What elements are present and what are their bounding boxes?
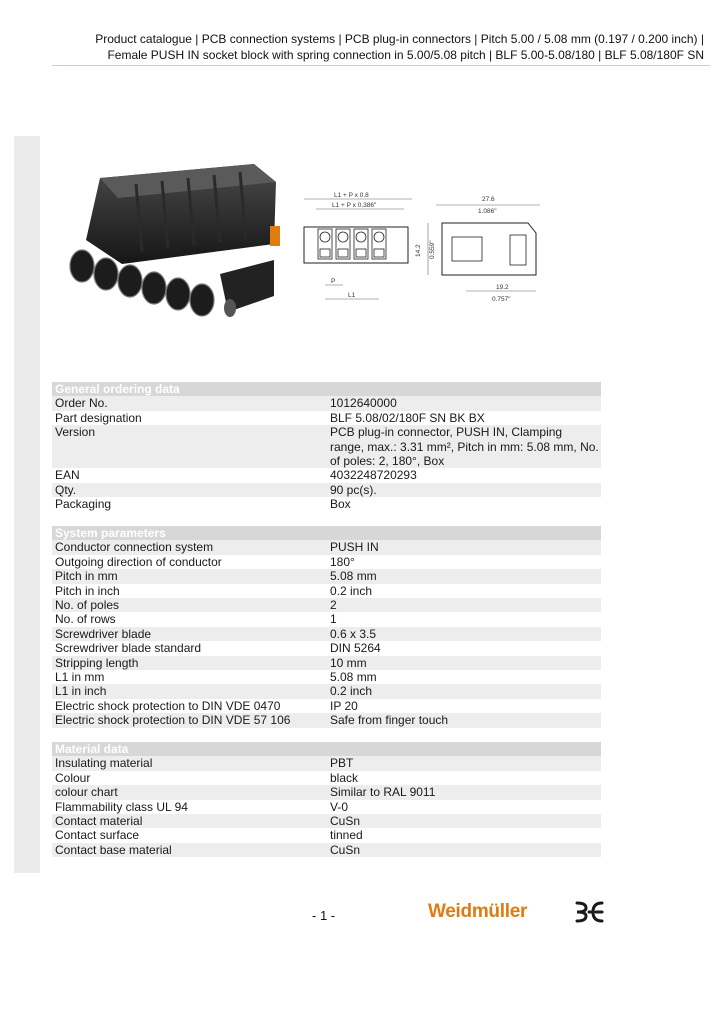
row-value: 0.2 inch <box>330 583 373 598</box>
version-line-2: range, max.: 3.31 mm², Pitch in mm: 5.08 mm, No. <box>330 439 599 454</box>
row-value: 180° <box>330 554 355 569</box>
breadcrumb-divider <box>52 65 710 66</box>
row-key: Packaging <box>55 497 112 512</box>
table-row <box>52 555 601 569</box>
dim-side-h-in: 0.559" <box>429 240 436 259</box>
row-key: No. of poles <box>52 598 327 612</box>
row-value: 0.6 x 3.5 <box>327 627 601 641</box>
table-row <box>52 468 601 482</box>
table-row <box>52 584 601 598</box>
row-key: Screwdriver blade <box>52 627 327 641</box>
row-key: Contact base material <box>52 843 327 857</box>
dim-top-1: L1 + P x 0.8 <box>334 192 369 199</box>
row-value: 10 mm <box>327 656 601 670</box>
breadcrumb-line-2: Female PUSH IN socket block with spring connection in 5.00/5.08 pitch | BLF 5.00-5.08/180 | BLF 5.08/180F SN <box>107 48 704 62</box>
row-value: black <box>330 770 359 785</box>
general-ordering-table <box>52 382 601 512</box>
table-row <box>52 684 601 698</box>
row-value: PBT <box>327 756 601 770</box>
table-row <box>52 756 601 770</box>
table-row <box>52 627 601 641</box>
section-title-general: General ordering data <box>52 382 601 396</box>
section-title-system: System parameters <box>52 526 601 540</box>
product-image <box>52 156 284 332</box>
row-key: Conductor connection system <box>52 540 327 554</box>
row-value: tinned <box>330 828 363 843</box>
table-row <box>52 540 601 554</box>
version-line-3: of poles: 2, 180°, Box <box>330 454 445 469</box>
table-row <box>52 843 601 857</box>
row-key: Version <box>52 425 327 468</box>
row-value: CuSn <box>327 843 601 857</box>
row-value: 1012640000 <box>327 396 601 410</box>
table-row <box>52 569 601 583</box>
row-key: Colour <box>55 770 91 785</box>
row-value: 2 <box>327 598 601 612</box>
row-value: 5.08 mm <box>330 670 377 685</box>
table-row <box>52 828 601 842</box>
technical-drawings <box>296 187 552 307</box>
row-key: Pitch in mm <box>52 569 327 583</box>
row-value: PUSH IN <box>327 540 601 554</box>
table-row <box>52 396 601 410</box>
dim-side-b-in: 0.757" <box>492 296 511 303</box>
table-row <box>52 425 601 468</box>
breadcrumb <box>24 31 704 63</box>
row-value: DIN 5264 <box>330 641 381 656</box>
row-key: colour chart <box>52 785 327 799</box>
row-value: Box <box>330 497 351 512</box>
table-row <box>52 497 601 511</box>
row-value <box>327 425 601 468</box>
weidmuller-mark-icon <box>574 899 604 925</box>
dim-top-2: L1 + P x 0.386" <box>332 202 377 209</box>
row-value: 4032248720293 <box>330 468 417 483</box>
table-row <box>52 814 601 828</box>
system-parameters-table <box>52 526 601 728</box>
row-value: BLF 5.08/02/180F SN BK BX <box>330 410 485 425</box>
table-row <box>52 641 601 655</box>
version-line-1: PCB plug-in connector, PUSH IN, Clamping <box>330 425 563 440</box>
table-row <box>52 771 601 785</box>
brand-logo <box>428 898 604 928</box>
table-row <box>52 670 601 684</box>
row-key: Order No. <box>52 396 327 410</box>
row-key: Pitch in inch <box>55 583 120 598</box>
breadcrumb-line-1: Product catalogue | PCB connection systems | PCB plug-in connectors | Pitch 5.00 / 5.08 mm (0.197 / 0.200 inch) | <box>95 32 704 46</box>
row-key: No. of rows <box>55 612 116 627</box>
row-key: L1 in inch <box>52 684 327 698</box>
row-value: Similar to RAL 9011 <box>327 785 601 799</box>
dim-side-w-mm: 27.6 <box>482 196 495 203</box>
table-row <box>52 612 601 626</box>
dim-side-w-in: 1.086" <box>478 208 497 215</box>
row-value: 5.08 mm <box>327 569 601 583</box>
table-row <box>52 656 601 670</box>
row-value: 90 pc(s). <box>327 483 601 497</box>
dim-p: P <box>331 278 336 285</box>
row-key: Outgoing direction of conductor <box>55 554 222 569</box>
table-row <box>52 785 601 799</box>
section-title-material: Material data <box>52 742 601 756</box>
row-key: L1 in mm <box>55 670 105 685</box>
row-key: EAN <box>55 468 80 483</box>
table-row <box>52 411 601 425</box>
dim-side-h-mm: 14.2 <box>415 244 422 257</box>
page-number: - 1 - <box>312 908 336 923</box>
row-key: Screwdriver blade standard <box>55 641 202 656</box>
dim-side-b-mm: 19.2 <box>496 284 509 291</box>
row-key: Electric shock protection to DIN VDE 57 106 <box>52 713 327 727</box>
row-key: Stripping length <box>52 656 327 670</box>
row-key: Electric shock protection to DIN VDE 0470 <box>55 698 281 713</box>
row-key: Insulating material <box>52 756 327 770</box>
material-data-table <box>52 742 601 857</box>
row-key: Qty. <box>52 483 327 497</box>
row-value: Safe from finger touch <box>327 713 601 727</box>
row-key: Part designation <box>55 410 142 425</box>
sidebar-strip <box>14 136 40 873</box>
logo-text: Weidmüller <box>428 901 528 922</box>
table-row <box>52 713 601 727</box>
row-value: V-0 <box>330 799 349 814</box>
table-row <box>52 598 601 612</box>
row-key: Flammability class UL 94 <box>55 799 188 814</box>
row-key: Contact material <box>52 814 327 828</box>
row-value: CuSn <box>327 814 601 828</box>
table-row <box>52 483 601 497</box>
row-value: IP 20 <box>330 698 358 713</box>
dim-l1: L1 <box>348 292 356 299</box>
row-key: Contact surface <box>55 828 140 843</box>
table-row <box>52 800 601 814</box>
row-value: 1 <box>330 612 337 627</box>
row-value: 0.2 inch <box>327 684 601 698</box>
table-row <box>52 699 601 713</box>
